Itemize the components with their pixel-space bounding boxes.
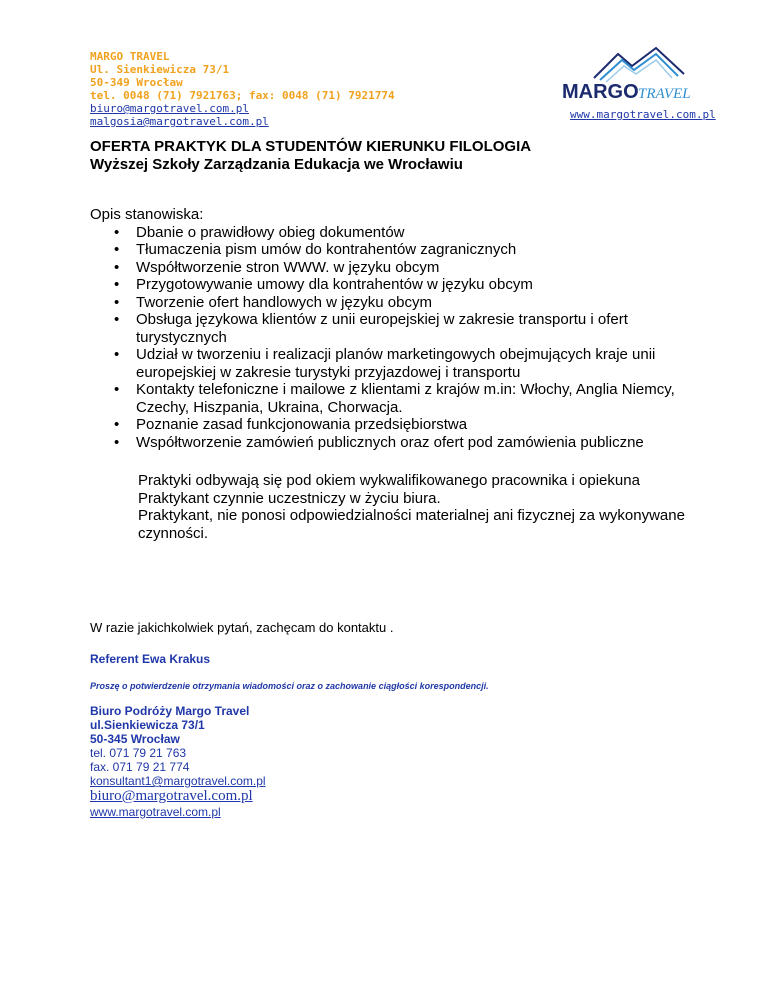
company-street: Ul. Sienkiewicza 73/1 bbox=[90, 63, 230, 76]
signature-website-link[interactable]: www.margotravel.com.pl bbox=[90, 805, 221, 819]
signature-street: ul.Sienkiewicza 73/1 bbox=[90, 718, 205, 732]
logo-text-script: TRAVEL bbox=[638, 86, 691, 102]
list-item: • Dbanie o prawidłowy obieg dokumentów bbox=[114, 223, 405, 241]
company-header bbox=[90, 50, 395, 128]
company-email-link[interactable]: biuro@margotravel.com.pl bbox=[90, 102, 249, 115]
signature-tel: tel. 071 79 21 763 bbox=[90, 746, 187, 760]
list-item: • Kontakty telefoniczne i mailowe z klientami z krajów m.in: Włochy, Anglia Niemcy, Czechy, Hiszpania, Ukraina, Chorwacja. bbox=[114, 381, 675, 416]
company-email2-link[interactable]: malgosia@margotravel.com.pl bbox=[90, 115, 269, 128]
bullet-icon: • bbox=[114, 276, 120, 293]
bullet-icon: • bbox=[114, 433, 120, 451]
list-item: • Współtworzenie zamówień publicznych oraz ofert pod zamówienia publiczne bbox=[114, 433, 644, 451]
bullet-icon: • bbox=[114, 311, 120, 328]
margo-travel-logo bbox=[560, 44, 720, 104]
website-link[interactable]: www.margotravel.com.pl bbox=[570, 108, 716, 121]
internship-line3: Praktykant, nie ponosi odpowiedzialności materialnej ani fizycznej za wykonywane czynności. bbox=[138, 507, 685, 542]
internship-line1: Praktyki odbywają się pod okiem wykwalifikowanego pracownika i opiekuna bbox=[138, 472, 640, 489]
signature-block bbox=[90, 704, 266, 819]
bullet-icon: • bbox=[114, 258, 120, 276]
company-name: MARGO TRAVEL bbox=[90, 50, 170, 63]
list-item: • Obsługa językowa klientów z unii europejskiej w zakresie transportu i ofert turystycznych bbox=[114, 311, 628, 346]
bullet-icon: • bbox=[114, 293, 120, 311]
company-city: 50-349 Wrocław bbox=[90, 76, 183, 89]
list-item: • Tłumaczenia pism umów do kontrahentów zagranicznych bbox=[114, 241, 517, 258]
bullet-icon: • bbox=[114, 223, 120, 241]
list-item: • Udział w tworzeniu i realizacji planów marketingowych obejmujących kraje unii europejskiej w zakresie turystyki przyjazdowej i transportu bbox=[114, 346, 656, 381]
job-duties-list bbox=[90, 224, 710, 452]
bullet-icon: • bbox=[114, 346, 120, 363]
contact-prompt: W razie jakichkolwiek pytań, zachęcam do kontaktu . bbox=[90, 620, 394, 635]
signature-email-link[interactable]: konsultant1@margotravel.com.pl bbox=[90, 774, 266, 788]
offer-title bbox=[90, 138, 531, 174]
internship-info bbox=[138, 472, 718, 542]
signature-fax: fax. 071 79 21 774 bbox=[90, 760, 190, 774]
bullet-icon: • bbox=[114, 416, 120, 433]
signature-city: 50-345 Wrocław bbox=[90, 732, 180, 746]
list-item: • Tworzenie ofert handlowych w języku obcym bbox=[114, 293, 432, 311]
list-item: • Przygotowywanie umowy dla kontrahentów w języku obcym bbox=[114, 276, 533, 293]
logo-text-main: MARGO bbox=[562, 81, 639, 103]
list-item: • Poznanie zasad funkcjonowania przedsiębiorstwa bbox=[114, 416, 468, 433]
offer-title-line2: Wyższej Szkoły Zarządzania Edukacja we Wrocławiu bbox=[90, 156, 463, 173]
job-description-heading: Opis stanowiska: bbox=[90, 206, 204, 223]
signature-office: Biuro Podróży Margo Travel bbox=[90, 704, 250, 718]
bullet-icon: • bbox=[114, 381, 120, 398]
job-description bbox=[90, 206, 710, 451]
company-phone-fax: tel. 0048 (71) 7921763; fax: 0048 (71) 7921774 bbox=[90, 89, 395, 102]
confirmation-note: Proszę o potwierdzenie otrzymania wiadomości oraz o zachowanie ciągłości korespondencji. bbox=[90, 681, 489, 691]
offer-title-line1: OFERTA PRAKTYK DLA STUDENTÓW KIERUNKU FILOLOGIA bbox=[90, 138, 532, 155]
list-item: • Współtworzenie stron WWW. w języku obcym bbox=[114, 258, 440, 276]
referent-name: Referent Ewa Krakus bbox=[90, 652, 211, 666]
signature-email2-link[interactable]: biuro@margotravel.com.pl bbox=[90, 788, 253, 804]
internship-line2: Praktykant czynnie uczestniczy w życiu biura. bbox=[138, 489, 441, 507]
bullet-icon: • bbox=[114, 241, 120, 258]
